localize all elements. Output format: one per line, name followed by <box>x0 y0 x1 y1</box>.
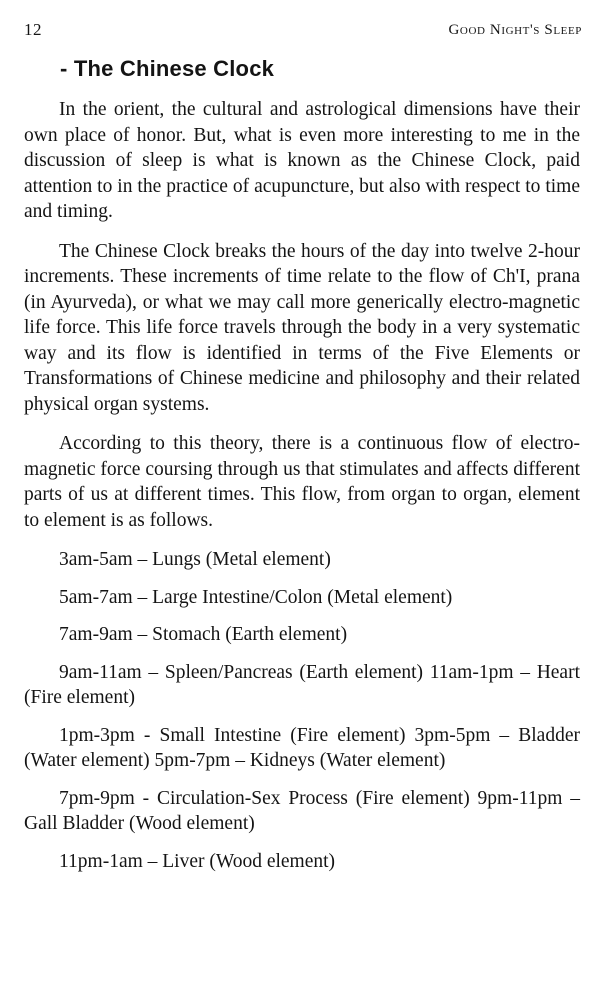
paragraph-clock: The Chinese Clock breaks the hours of the day into twelve 2-hour increments. These increments of time relate to the flow of Ch'I, prana (in Ayurveda), or what we may call more generically electro-magnetic life force. This life force travels through the body in a very systematic way and its flow is identified in terms of the Five Elements or Transformations of Chinese medicine and philosophy and their related physical organ systems. <box>24 240 580 415</box>
section-heading: - The Chinese Clock <box>60 56 275 81</box>
paragraph-theory: According to this theory, there is a continuous flow of electro-magnetic force coursing through us that stimulates and affects different parts of us at different times. This flow, from organ to organ, element to element is as follows. <box>24 433 580 531</box>
schedule-entry-intestine-bladder-kidneys: 1pm-3pm - Small Intestine (Fire element) 3pm-5pm – Bladder (Water element) 5pm-7pm – Kidneys (Water element) <box>24 724 580 771</box>
running-head: Good Night's Sleep <box>448 22 582 38</box>
schedule-entry-spleen-heart: 9am-11am – Spleen/Pancreas (Earth element) 11am-1pm – Heart (Fire element) <box>24 661 580 708</box>
schedule-entry-liver: 11pm-1am – Liver (Wood element) <box>59 850 336 872</box>
paragraph-intro: In the orient, the cultural and astrological dimensions have their own place of honor. But, what is even more interesting to me in the discussion of sleep is what is known as the Chinese Clock, paid attention to in the practice of acupuncture, but also with respect to time and timing. <box>24 99 580 222</box>
schedule-entry-circulation-gallbladder: 7pm-9pm - Circulation-Sex Process (Fire element) 9pm-11pm – Gall Bladder (Wood element) <box>24 787 580 834</box>
schedule-entry-lungs: 3am-5am – Lungs (Metal element) <box>59 549 331 570</box>
body-text <box>24 97 580 886</box>
schedule-entry-stomach: 7am-9am – Stomach (Earth element) <box>59 624 348 645</box>
schedule-entry-colon: 5am-7am – Large Intestine/Colon (Metal element) <box>59 586 453 608</box>
page-number: 12 <box>24 20 42 39</box>
